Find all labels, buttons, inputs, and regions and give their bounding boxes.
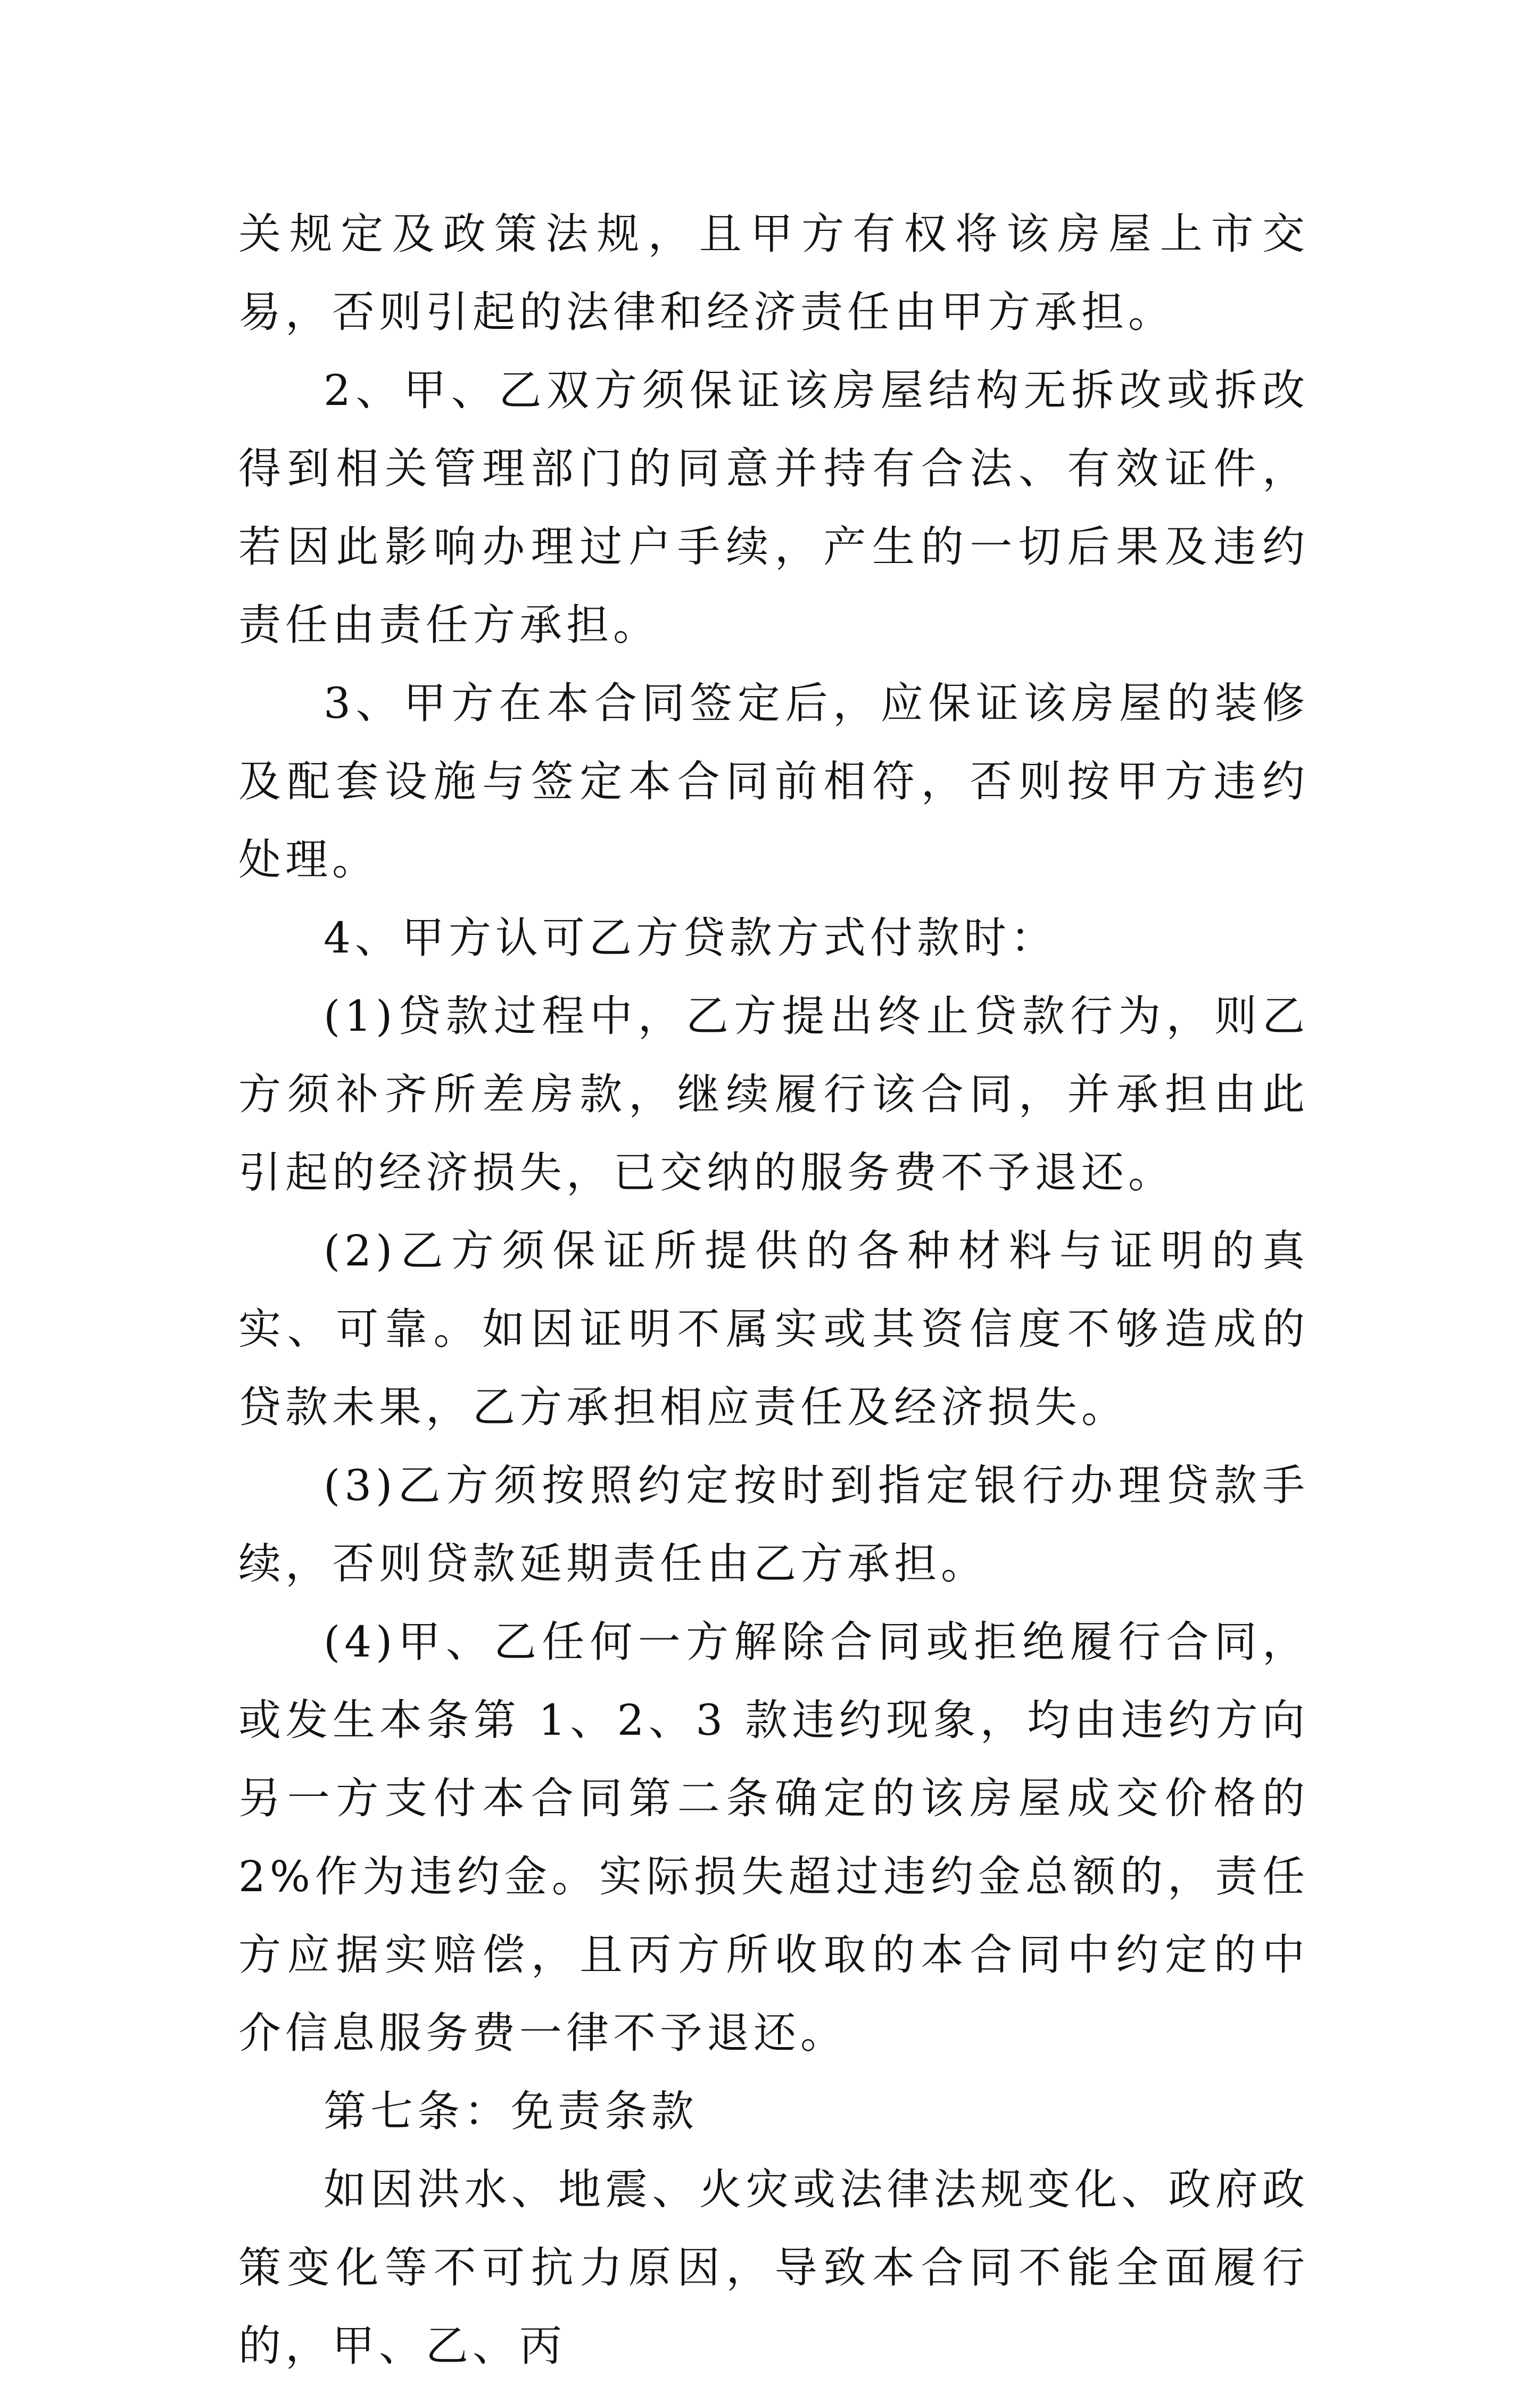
- section-heading-article-7: 第七条：免责条款: [324, 2086, 698, 2136]
- paragraph-continuation: 关规定及政策法规，且甲方有权将该房屋上市交易，否则引起的法律和经济责任由甲方承担。: [238, 209, 1309, 337]
- paragraph-item-3: (3)乙方须按照约定按时到指定银行办理贷款手续，否则贷款延期责任由乙方承担。: [238, 1461, 1309, 1588]
- paragraph-force-majeure: 如因洪水、地震、火灾或法律法规变化、政府政策变化等不可抗力原因，导致本合同不能全面履行的，甲、乙、丙: [238, 2165, 1309, 2371]
- document-body: [238, 195, 1309, 2385]
- paragraph-item-2: (2)乙方须保证所提供的各种材料与证明的真实、可靠。如因证明不属实或其资信度不够造成的贷款未果，乙方承担相应责任及经济损失。: [238, 1226, 1309, 1432]
- paragraph-item-1: (1)贷款过程中，乙方提出终止贷款行为，则乙方须补齐所差房款，继续履行该合同，并承担由此引起的经济损失，已交纳的服务费不予退还。: [238, 991, 1309, 1197]
- paragraph-item-4: (4)甲、乙任何一方解除合同或拒绝履行合同，或发生本条第 1、2、3 款违约现象，均由违约方向另一方支付本合同第二条确定的该房屋成交价格的 2%作为违约金。实际损失超过违约金总额的，责任方应据实赔偿，且丙方所收取的本合同中约定的中介信息服务费一律不予退还。: [238, 1617, 1309, 2058]
- paragraph-clause-2: 2、甲、乙双方须保证该房屋结构无拆改或拆改得到相关管理部门的同意并持有合法、有效证件，若因此影响办理过户手续，产生的一切后果及违约责任由责任方承担。: [238, 366, 1309, 650]
- paragraph-clause-4: 4、甲方认可乙方贷款方式付款时：: [324, 913, 1057, 963]
- paragraph-clause-3: 3、甲方在本合同签定后，应保证该房屋的装修及配套设施与签定本合同前相符，否则按甲方违约处理。: [238, 678, 1309, 884]
